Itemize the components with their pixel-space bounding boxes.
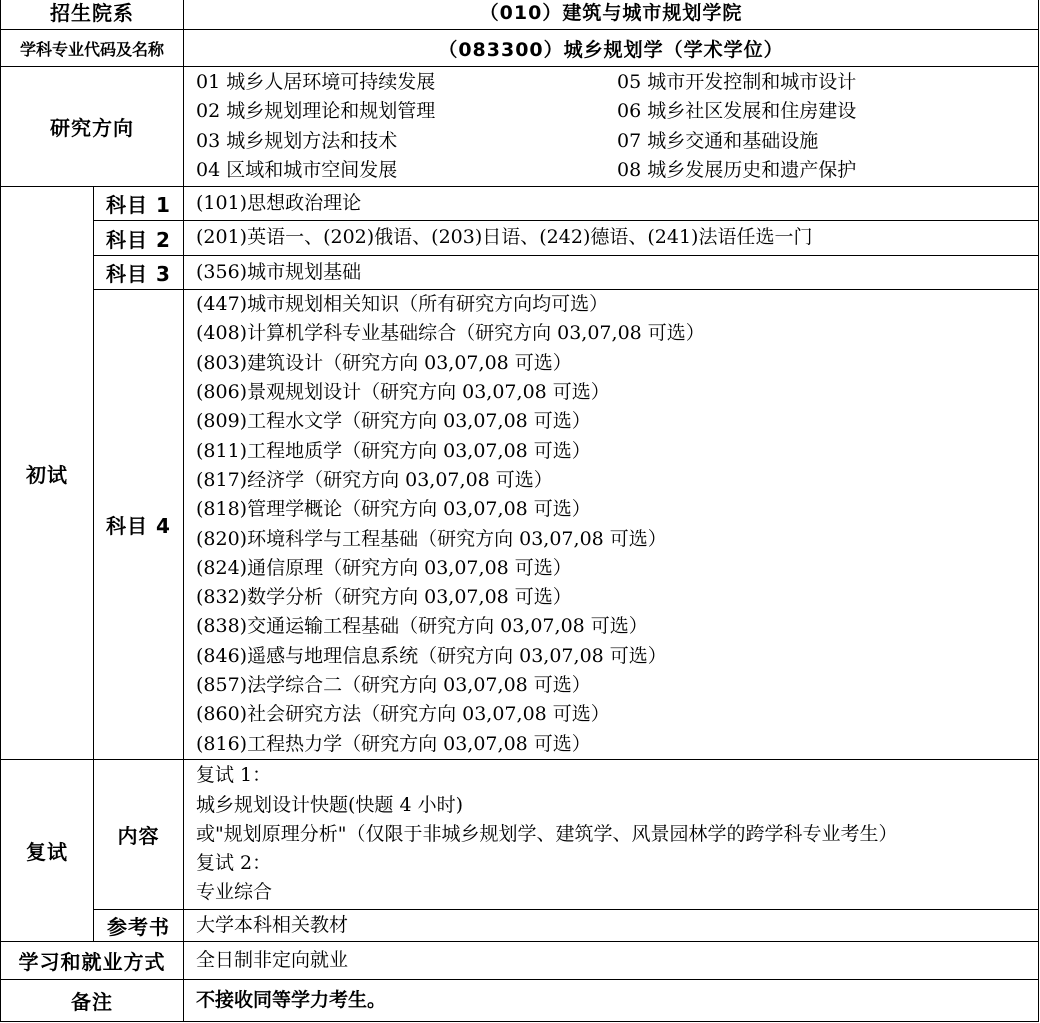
books-row [1, 910, 1039, 942]
study-mode-label: 学习和就业方式 [1, 942, 184, 980]
research-item: 08 城乡发展历史和遗产保护 [617, 158, 857, 181]
books-value: 大学本科相关教材 [184, 910, 1039, 942]
subject4-item: (408)计算机学科专业基础综合（研究方向 03,07,08 可选） [196, 322, 705, 345]
major-value: （083300）城乡规划学（学术学位） [184, 30, 1039, 67]
subject4-item: (811)工程地质学（研究方向 03,07,08 可选） [196, 439, 591, 462]
remarks-value: 不接收同等学力考生。 [184, 980, 1039, 1022]
research-col-right [617, 68, 1038, 185]
retest-line: 专业综合 [196, 881, 273, 904]
subject2-value: (201)英语一、(202)俄语、(203)日语、(242)德语、(241)法语任选一门 [184, 221, 1039, 256]
prelim-label: 初试 [1, 187, 94, 760]
subject4-item: (817)经济学（研究方向 03,07,08 可选） [196, 468, 553, 491]
subject1-row [1, 187, 1039, 221]
subject3-label: 科目 3 [94, 256, 184, 290]
research-directions [184, 67, 1039, 187]
subject4-item: (809)工程水文学（研究方向 03,07,08 可选） [196, 410, 591, 433]
subject4-item: (806)景观规划设计（研究方向 03,07,08 可选） [196, 381, 610, 404]
subject4-item: (818)管理学概论（研究方向 03,07,08 可选） [196, 498, 591, 521]
subject4-item: (832)数学分析（研究方向 03,07,08 可选） [196, 586, 572, 609]
subject4-list [184, 290, 1039, 760]
study-mode-row [1, 942, 1039, 980]
research-col-left [196, 68, 617, 185]
college-value: （010）建筑与城市规划学院 [184, 0, 1039, 30]
research-item: 02 城乡规划理论和规划管理 [196, 100, 436, 123]
research-item: 06 城乡社区发展和住房建设 [617, 100, 857, 123]
retest-line: 或"规划原理分析"（仅限于非城乡规划学、建筑学、风景园林学的跨学科专业考生） [196, 822, 898, 845]
subject3-value: (356)城市规划基础 [184, 256, 1039, 290]
subject3-row [1, 256, 1039, 290]
subject1-value: (101)思想政治理论 [184, 187, 1039, 221]
subject4-item: (846)遥感与地理信息系统（研究方向 03,07,08 可选） [196, 644, 667, 667]
research-item: 05 城市开发控制和城市设计 [617, 70, 857, 93]
subject4-row [1, 290, 1039, 760]
subject4-item: (824)通信原理（研究方向 03,07,08 可选） [196, 556, 572, 579]
retest-content-label: 内容 [94, 760, 184, 910]
remarks-label: 备注 [1, 980, 184, 1022]
remarks-row [1, 980, 1039, 1022]
research-item: 01 城乡人居环境可持续发展 [196, 70, 436, 93]
subject4-label: 科目 4 [94, 290, 184, 760]
retest-content [184, 760, 1039, 910]
research-item: 07 城乡交通和基础设施 [617, 129, 819, 152]
major-row [1, 30, 1039, 67]
retest-line: 城乡规划设计快题(快题 4 小时) [196, 793, 463, 816]
retest-content-row [1, 760, 1039, 910]
subject4-item: (447)城市规划相关知识（所有研究方向均可选） [196, 293, 609, 316]
subject2-label: 科目 2 [94, 221, 184, 256]
subject4-item: (820)环境科学与工程基础（研究方向 03,07,08 可选） [196, 527, 667, 550]
college-row [1, 0, 1039, 30]
study-mode-value: 全日制非定向就业 [184, 942, 1039, 980]
research-label: 研究方向 [1, 67, 184, 187]
subject4-item: (816)工程热力学（研究方向 03,07,08 可选） [196, 732, 591, 755]
retest-label: 复试 [1, 760, 94, 942]
research-row [1, 67, 1039, 187]
research-item: 04 区域和城市空间发展 [196, 158, 398, 181]
subject4-item: (803)建筑设计（研究方向 03,07,08 可选） [196, 351, 572, 374]
research-item: 03 城乡规划方法和技术 [196, 129, 398, 152]
subject4-item: (860)社会研究方法（研究方向 03,07,08 可选） [196, 703, 610, 726]
retest-line: 复试 2： [196, 852, 272, 875]
major-label: 学科专业代码及名称 [1, 30, 184, 67]
subject4-item: (857)法学综合二（研究方向 03,07,08 可选） [196, 673, 591, 696]
college-label: 招生院系 [1, 0, 184, 30]
subject4-item: (838)交通运输工程基础（研究方向 03,07,08 可选） [196, 615, 648, 638]
books-label: 参考书 [94, 910, 184, 942]
subject1-label: 科目 1 [94, 187, 184, 221]
subject2-row [1, 221, 1039, 256]
retest-line: 复试 1： [196, 764, 272, 787]
